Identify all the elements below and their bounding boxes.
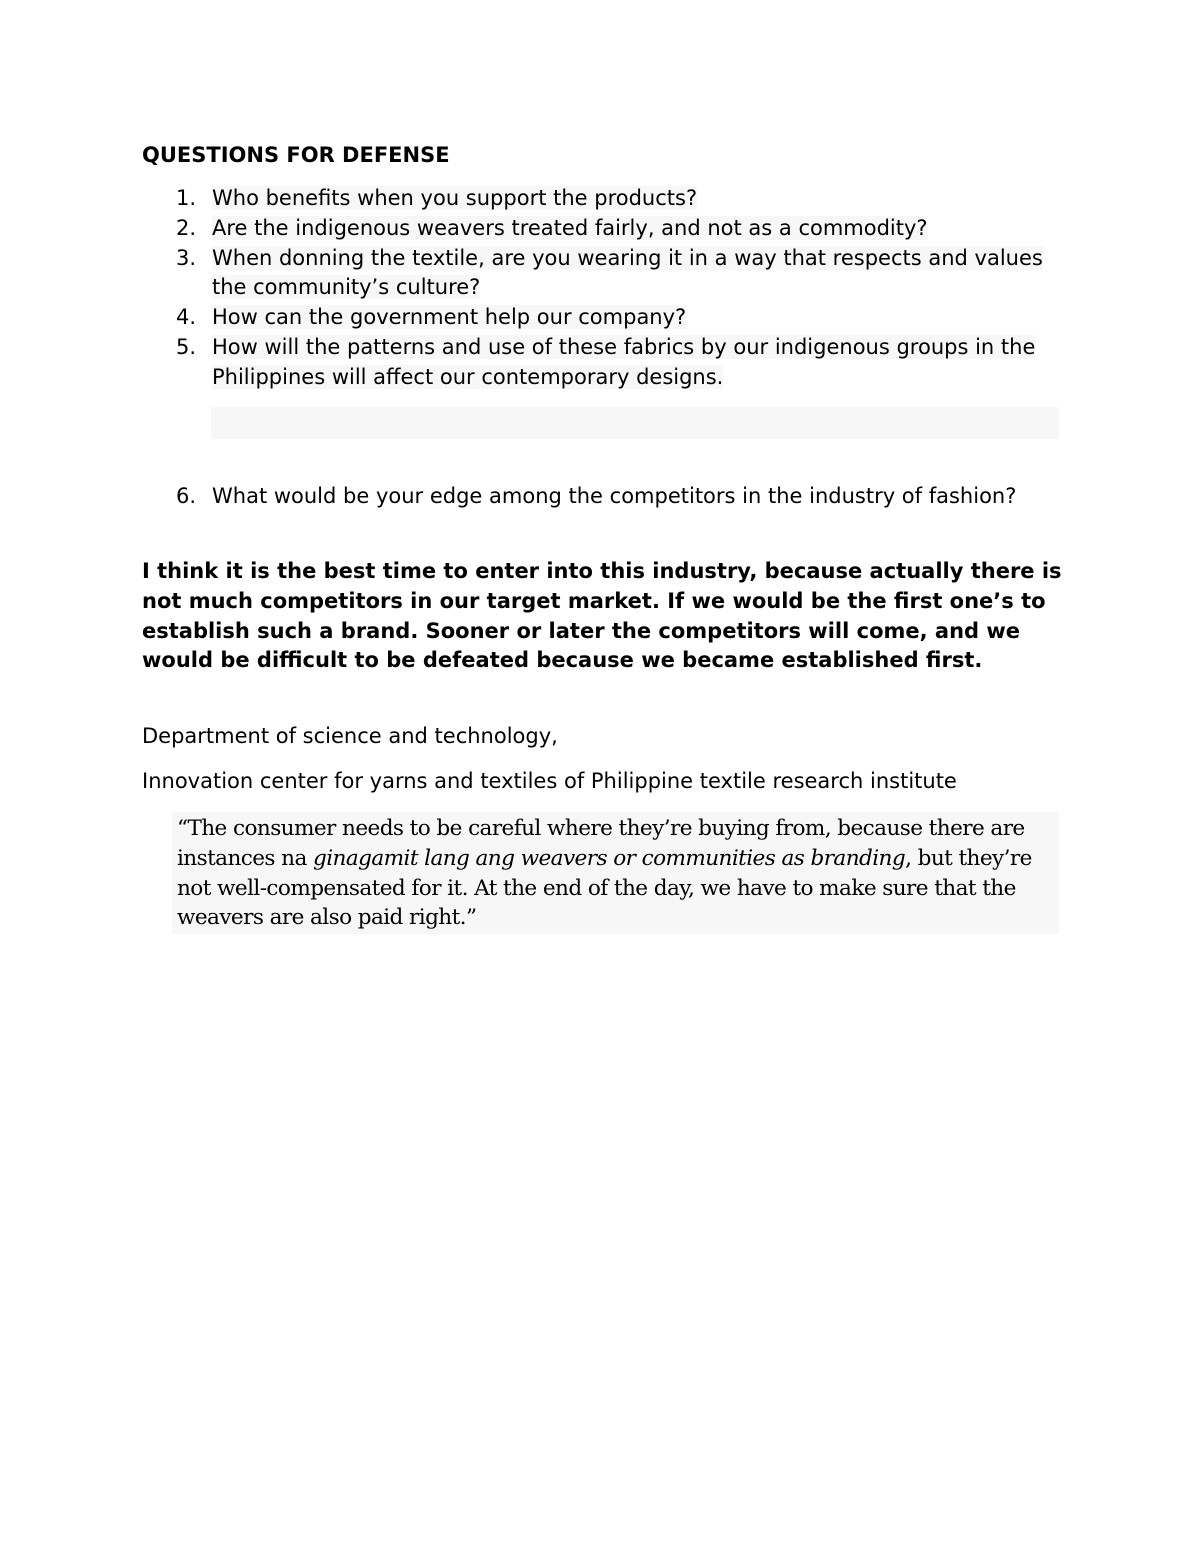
quote-part-2: , but they’re not well-compensated for it. At the end of the day, we have to make sure that the weavers are also paid right.” (177, 845, 1032, 931)
list-number: 4. (176, 305, 197, 330)
institute-line: Innovation center for yarns and textiles of Philippine textile research institute (142, 769, 957, 793)
page-heading: QUESTIONS FOR DEFENSE (142, 143, 450, 167)
list-number: 2. (176, 215, 197, 240)
list-number: 6. (176, 484, 197, 508)
list-item (0, 244, 1072, 304)
quote-italic-part: ginagamit lang ang weavers or communities as branding (313, 845, 906, 871)
list-number: 5. (176, 334, 197, 359)
list-item (0, 214, 1072, 244)
question-text: Are the indigenous weavers treated fairly, and not as a commodity? (212, 215, 928, 240)
question-text: How can the government help our company? (212, 305, 687, 330)
question-text: When donning the textile, are you wearing it in a way that respects and values the community’s culture? (212, 245, 1043, 300)
list-item (0, 482, 1072, 512)
list-item (0, 303, 1072, 333)
answer-paragraph: I think it is the best time to enter into this industry, because actually there is not much competitors in our target market. If we would be the first one’s to establish such a brand. Sooner or later the competitors will come, and we would be difficult to be defeated because we became established first. (142, 559, 1062, 673)
quote-text (177, 814, 1061, 933)
empty-shaded-line (211, 407, 1059, 439)
list-number: 3. (176, 245, 197, 270)
question-text: Who benefits when you support the products? (212, 186, 698, 210)
list-item (0, 184, 1072, 214)
list-item (0, 333, 1072, 393)
list-number: 1. (176, 186, 197, 210)
question-list (0, 184, 1200, 393)
department-line: Department of science and technology, (142, 724, 558, 748)
question-text: What would be your edge among the competitors in the industry of fashion? (212, 484, 1017, 508)
question-text: How will the patterns and use of these fabrics by our indigenous groups in the Philippines will affect our contemporary designs. (212, 334, 1036, 389)
quote-block (172, 812, 1059, 934)
quote-part-1: “The consumer needs to be careful where they’re buying from, because there are instances na (177, 816, 1025, 871)
question-list-continued (0, 482, 1200, 512)
